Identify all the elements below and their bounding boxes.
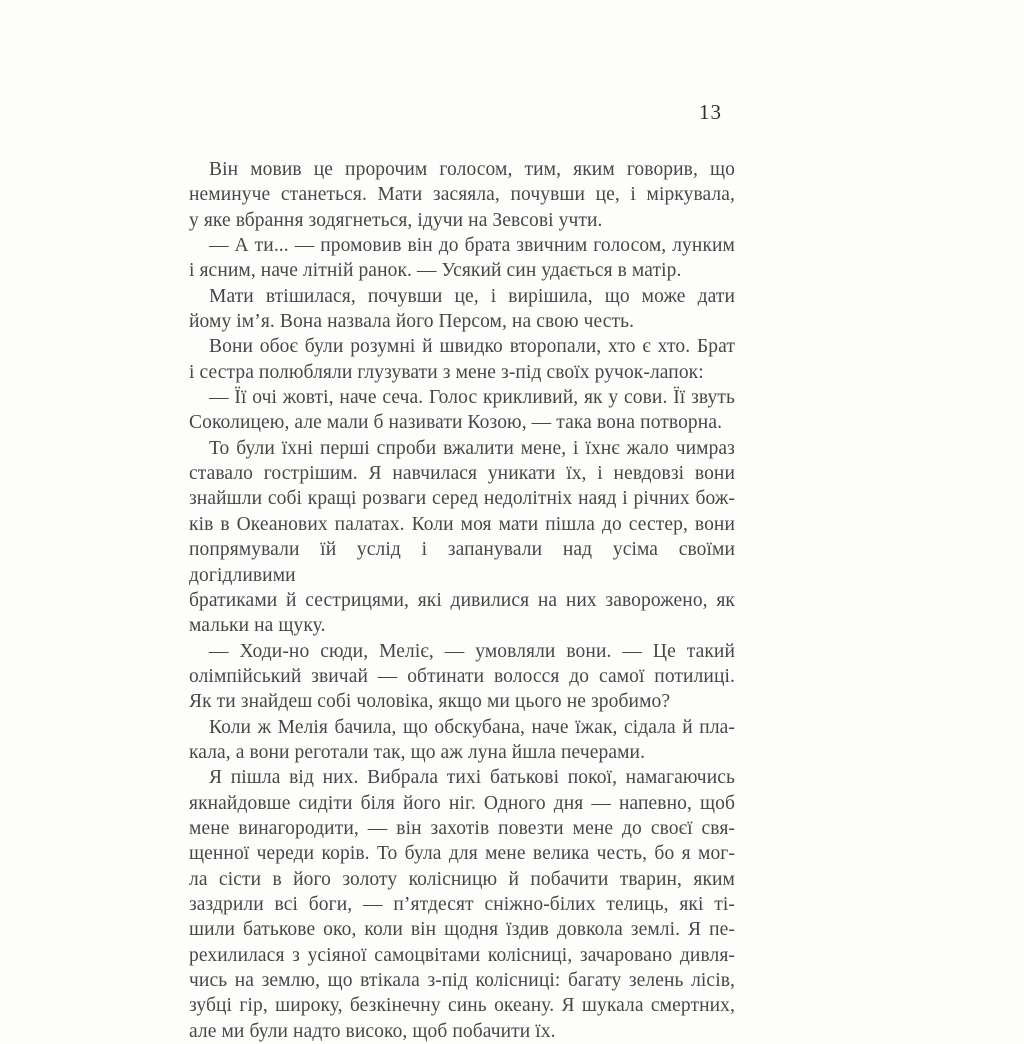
page-number: 13: [699, 100, 722, 124]
text-line: ла сісти в його золоту колісницю й побачити тварин, яким: [189, 868, 735, 890]
text-line: Соколицею, але мали б називати Козою, — така вона потворна.: [189, 412, 723, 434]
text-line: мальки на щуку.: [189, 615, 326, 637]
text-line: — Її очі жовті, наче сеча. Голос крикливий, як у сови. Її звуть: [209, 387, 735, 409]
text-line: попрямували їй услід і запанували над усіма своїми догідливими: [189, 539, 735, 586]
text-line: знайшли собі кращі розваги серед недолітніх наяд і річних бож-: [189, 488, 735, 510]
text-line: — Ходи-но сюди, Меліє, — умовляли вони. — Це такий: [209, 640, 735, 662]
text-line: у яке вбрання зодягнеться, ідучи на Зевсові учти.: [189, 209, 603, 231]
text-line: йому ім’я. Вона назвала його Персом, на свою честь.: [189, 311, 635, 333]
paragraph: [189, 436, 735, 639]
text-line: і ясним, наче літній ранок. — Усякий син удається в матір.: [189, 260, 682, 282]
paragraph: [189, 715, 735, 766]
text-line: але ми були надто високо, щоб побачити їх.: [189, 1020, 556, 1042]
text-line: шили батькове око, коли він щодня їздив довкола землі. Я пе-: [189, 919, 735, 941]
text-line: Як ти знайдеш собі чоловіка, якщо ми цього не зробимо?: [189, 691, 671, 713]
text-line: неминуче станеться. Мати засяяла, почувши це, і міркувала,: [189, 184, 735, 206]
text-line: То були їхні перші спроби вжалити мене, і їхнє жало чимраз: [209, 437, 735, 459]
text-line: олімпійський звичай — обтинати волосся до самої потилиці.: [189, 665, 735, 687]
paragraph: [189, 233, 735, 284]
text-line: щенної череди корів. То була для мене велика честь, бо я мог-: [189, 843, 735, 865]
text-line: зубці гір, широку, безкінечну синь океану. Я шукала смертних,: [189, 995, 735, 1017]
text-line: заздрили всі боги, — п’ятдесят сніжно-білих телиць, які ті-: [189, 893, 735, 915]
text-line: рехилилася з усіяної самоцвітами колісниці, зачаровано дивля-: [189, 944, 735, 966]
paragraph: [189, 284, 735, 335]
text-block: [189, 157, 735, 1044]
text-line: чись на землю, що втікала з-під колісниці: багату зелень лісів,: [189, 970, 735, 991]
text-line: ставало гострішим. Я навчилася уникати їх, і невдовзі вони: [189, 463, 735, 485]
text-line: якнайдовше сидіти біля його ніг. Одного дня — напевно, щоб: [189, 792, 735, 814]
paragraph: [189, 157, 735, 233]
text-line: і сестра полюбляли глузувати з мене з-під своїх ручок-лапок:: [189, 361, 704, 383]
text-line: братиками й сестрицями, які дивилися на них заворожено, як: [189, 589, 735, 611]
text-line: мене винагородити, — він захотів повезти мене до своєї свя-: [189, 817, 735, 839]
paragraph: [189, 385, 735, 436]
text-line: Він мовив це пророчим голосом, тим, яким говорив, що: [209, 159, 735, 180]
paragraph: [189, 639, 735, 715]
paragraph: [189, 334, 735, 385]
text-line: кала, а вони реготали так, що аж луна йшла печерами.: [189, 741, 646, 763]
text-line: Вони обоє були розумні й швидко второпали, хто є хто. Брат: [209, 336, 735, 358]
text-line: Коли ж Мелія бачила, що обскубана, наче їжак, сідала й пла-: [209, 716, 735, 738]
paragraph: [189, 765, 735, 1044]
text-line: ків в Океанових палатах. Коли моя мати пішла до сестер, вони: [189, 513, 735, 535]
text-line: — А ти... — промовив він до брата звичним голосом, лунким: [209, 235, 735, 257]
text-line: Я пішла від них. Вибрала тихі батькові покої, намагаючись: [209, 767, 735, 789]
text-line: Мати втішилася, почувши це, і вирішила, що може дати: [209, 285, 735, 307]
